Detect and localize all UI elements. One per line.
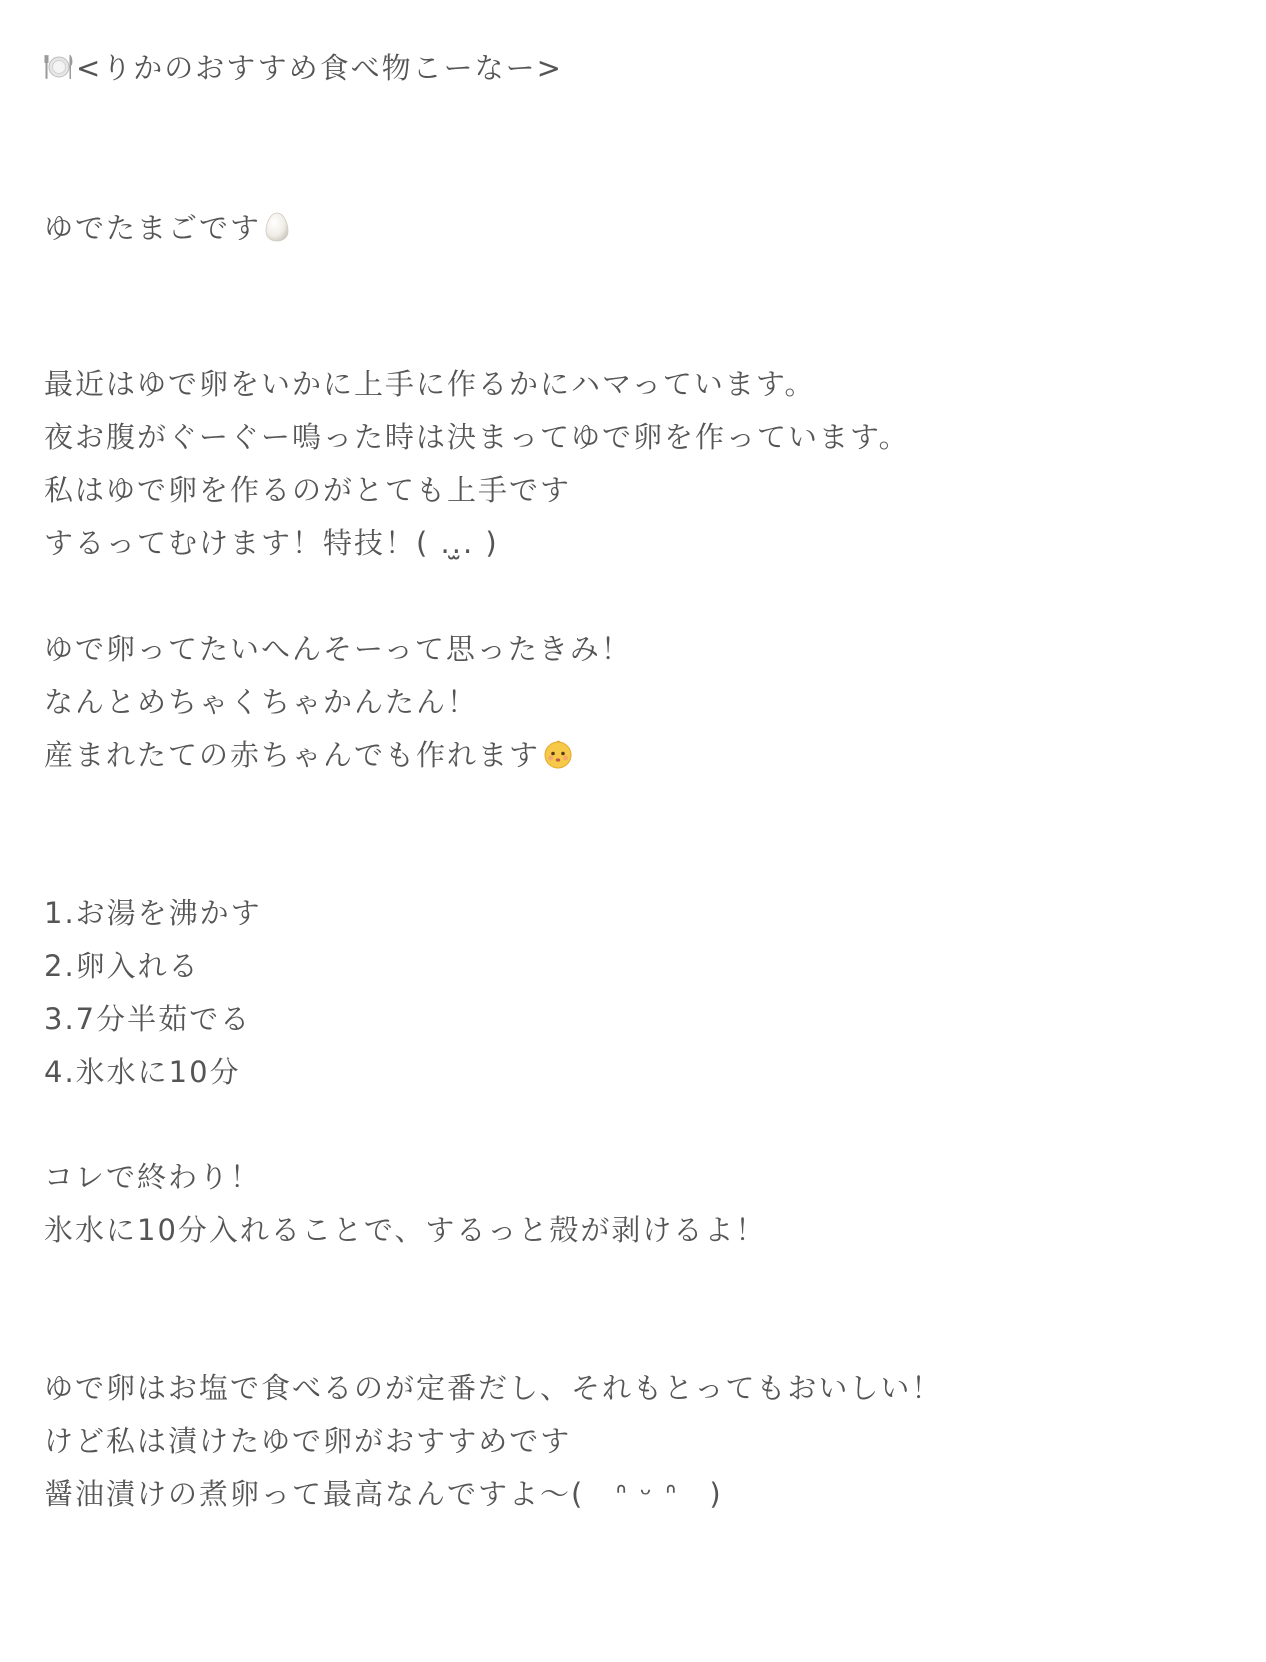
intro-line-4: するってむけます！特技！( ..̫. ): [44, 526, 499, 560]
step-1: 1.お湯を沸かす: [44, 896, 262, 930]
closing-line-3: 醤油漬けの煮卵って最高なんですよ〜( ᐢ ᵕ ᐢ ): [44, 1477, 723, 1511]
subject-line: [44, 208, 289, 248]
section-header: [44, 48, 563, 88]
baby-line-text: 産まれたての赤ちゃんでも作れます: [44, 738, 541, 772]
closing-line-2: けど私は漬けたゆで卵がおすすめです: [44, 1424, 572, 1458]
done-line-2: 氷水に10分入れることで、するっと殻が剥けるよ！: [44, 1213, 767, 1247]
step-2: 2.卵入れる: [44, 949, 200, 983]
baby-face-icon: [542, 738, 574, 770]
closing-line-1: ゆで卵はお塩で食べるのが定番だし、それもとってもおいしい！: [44, 1371, 943, 1405]
intro-line-2: 夜お腹がぐーぐー鳴った時は決まってゆで卵を作っています。: [44, 420, 910, 454]
baby-line: [44, 735, 574, 775]
intro-line-3: 私はゆで卵を作るのがとても上手です: [44, 473, 572, 507]
header-text: <りかのおすすめ食べ物こーなー>: [76, 51, 563, 85]
step-3: 3.7分半茹でる: [44, 1002, 252, 1036]
done-line-1: コレで終わり！: [44, 1160, 262, 1194]
easy-line-2: なんとめちゃくちゃかんたん！: [44, 685, 479, 719]
subject-text: ゆでたまごです: [44, 211, 262, 245]
step-4: 4.氷水に10分: [44, 1055, 241, 1089]
egg-icon: [265, 212, 289, 242]
easy-line-1: ゆで卵ってたいへんそーって思ったきみ！: [44, 632, 632, 666]
intro-line-1: 最近はゆで卵をいかに上手に作るかにハマっています。: [44, 367, 816, 401]
plate-with-fork-and-knife-icon: [44, 52, 74, 82]
